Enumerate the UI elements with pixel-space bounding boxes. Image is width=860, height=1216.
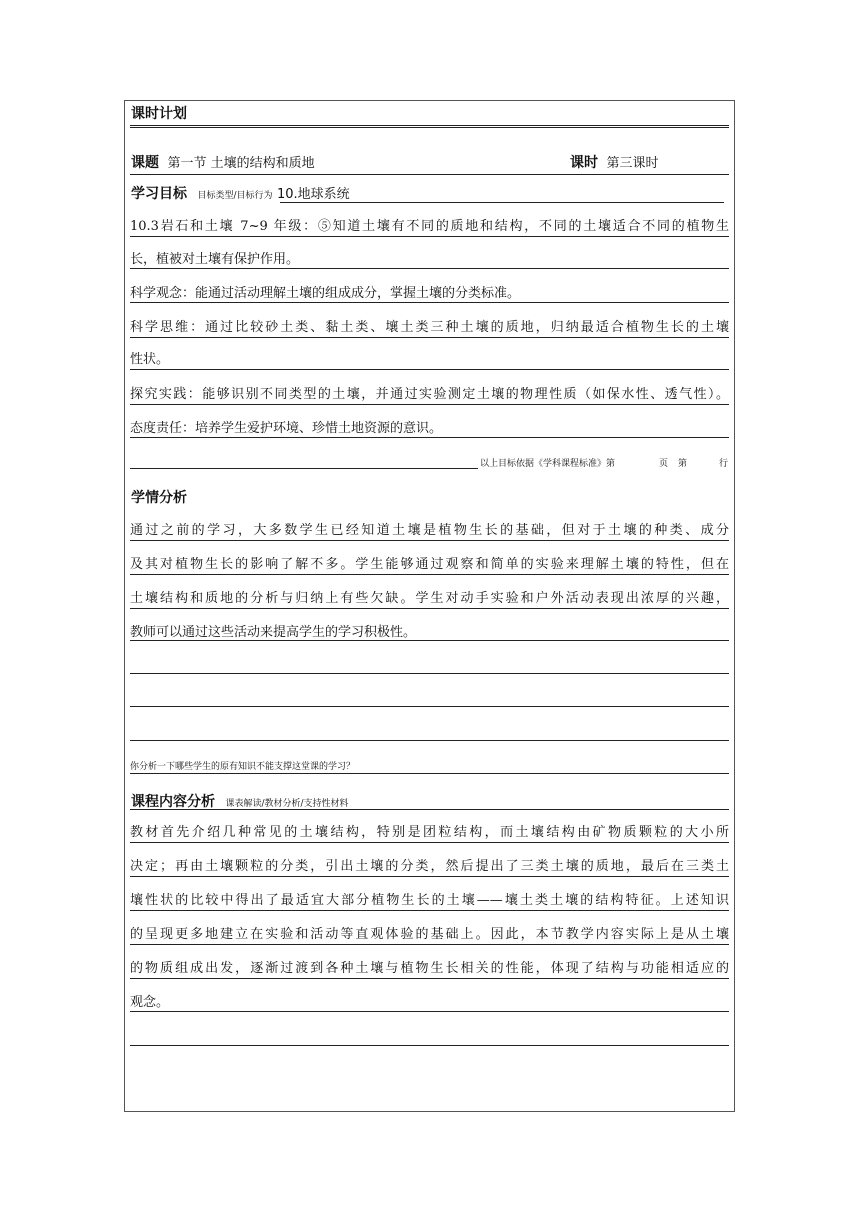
student-analysis-line: 教师可以通过这些活动来提高学生的学习积极性。: [130, 625, 417, 640]
basis-text: 以上目标依据《学科课程标准》第: [480, 459, 616, 469]
content-analysis-line: 决定；再由土壤颗粒的分类，引出土壤的分类，然后提出了三类土壤的质地，最后在三类土: [130, 859, 729, 874]
rule-line: [130, 1045, 729, 1046]
rule-line: [130, 842, 729, 843]
basis-di: 第: [678, 459, 688, 469]
content-analysis-line: 的呈现更多地建立在实验和活动等直观体验的基础上。因此，本节教学内容实际上是从土壤: [130, 927, 729, 942]
rule-line: [130, 404, 729, 405]
rule-line: [130, 369, 729, 370]
rule-line: [130, 236, 729, 237]
objectives-standard: 10.地球系统: [276, 187, 350, 202]
rule-line: [130, 608, 729, 609]
period-row: [570, 154, 658, 173]
rule-line: [130, 673, 729, 674]
objective-line: 长，植被对土壤有保护作用。: [130, 252, 300, 267]
rule-line: [130, 910, 729, 911]
rule-line: [130, 944, 729, 945]
rule-line: [130, 337, 729, 338]
rule-line: [130, 773, 729, 774]
topic-label: 课题: [131, 155, 159, 171]
content-analysis-line: 壤性状的比较中得出了最适宜大部分植物生长的土壤——壤土类土壤的结构特征。上述知识: [130, 893, 729, 908]
content-analysis-line: 观念。: [130, 995, 170, 1010]
rule-line: [130, 978, 729, 979]
topic-underline: [130, 174, 729, 175]
rule-line: [130, 437, 729, 438]
period-value: 第三课时: [606, 156, 659, 171]
objectives-sublabel: 目标类型/目标行为: [197, 191, 273, 201]
objective-line: 10.3岩石和土壤 7~9 年级：⑤知道土壤有不同的质地和结构，不同的土壤适合不同的植物生: [130, 219, 729, 234]
topic-value: 第一节 土壤的结构和质地: [167, 156, 315, 171]
content-analysis-line: 教材首先介绍几种常见的土壤结构，特别是团粒结构，而土壤结构由矿物质颗粒的大小所: [130, 825, 729, 840]
rule-line: [130, 809, 729, 810]
rule-line: [130, 574, 729, 575]
basis-line: 行: [719, 459, 729, 469]
student-analysis-label: 学情分析: [131, 490, 187, 506]
student-analysis-line: 土壤结构和质地的分析与归纳上有些欠缺。学生对动手实验和户外活动表现出浓厚的兴趣，: [130, 591, 729, 606]
basis-page: 页: [659, 459, 669, 469]
topic-row: [131, 154, 315, 173]
period-label: 课时: [570, 155, 598, 171]
objectives-label: 学习目标: [131, 186, 187, 202]
content-analysis-sublabel: 课表解读/教材分析/支持性材料: [225, 799, 349, 809]
basis-underline: [130, 468, 478, 469]
objective-line: 性状。: [130, 352, 170, 367]
rule-line: [130, 740, 729, 741]
objective-line: 探究实践：能够识别不同类型的土壤，并通过实验测定土壤的物理性质（如保水性、透气性）。: [130, 387, 729, 402]
page-title: 课时计划: [131, 106, 187, 122]
content-analysis-line: 的物质组成出发，逐渐过渡到各种土壤与植物生长相关的性能，体现了结构与功能相适应的: [130, 961, 729, 976]
header-divider: [130, 125, 729, 128]
rule-line: [130, 876, 729, 877]
rule-line: [130, 640, 729, 641]
rule-line: [130, 540, 729, 541]
objective-line: 科学思维：通过比较砂土类、黏土类、壤土类三种土壤的质地，归纳最适合植物生长的土壤: [130, 320, 729, 335]
student-analysis-line: 及其对植物生长的影响了解不多。学生能够通过观察和简单的实验来理解土壤的特性，但在: [130, 557, 729, 572]
student-analysis-prompt: 你分析一下哪些学生的原有知识不能支撑这堂课的学习？: [130, 762, 356, 772]
student-analysis-line: 通过之前的学习，大多数学生已经知道土壤是植物生长的基础，但对于土壤的种类、成分: [130, 523, 729, 538]
rule-line: [130, 268, 729, 269]
rule-line: [130, 1011, 729, 1012]
objectives-heading-underline: [280, 202, 724, 203]
objective-line: 态度责任：培养学生爱护环境、珍惜土地资源的意识。: [130, 421, 443, 436]
content-analysis-label: 课程内容分析: [131, 794, 215, 810]
rule-line: [130, 706, 729, 707]
rule-line: [130, 302, 729, 303]
objective-line: 科学观念：能通过活动理解土壤的组成成分，掌握土壤的分类标准。: [130, 286, 521, 301]
